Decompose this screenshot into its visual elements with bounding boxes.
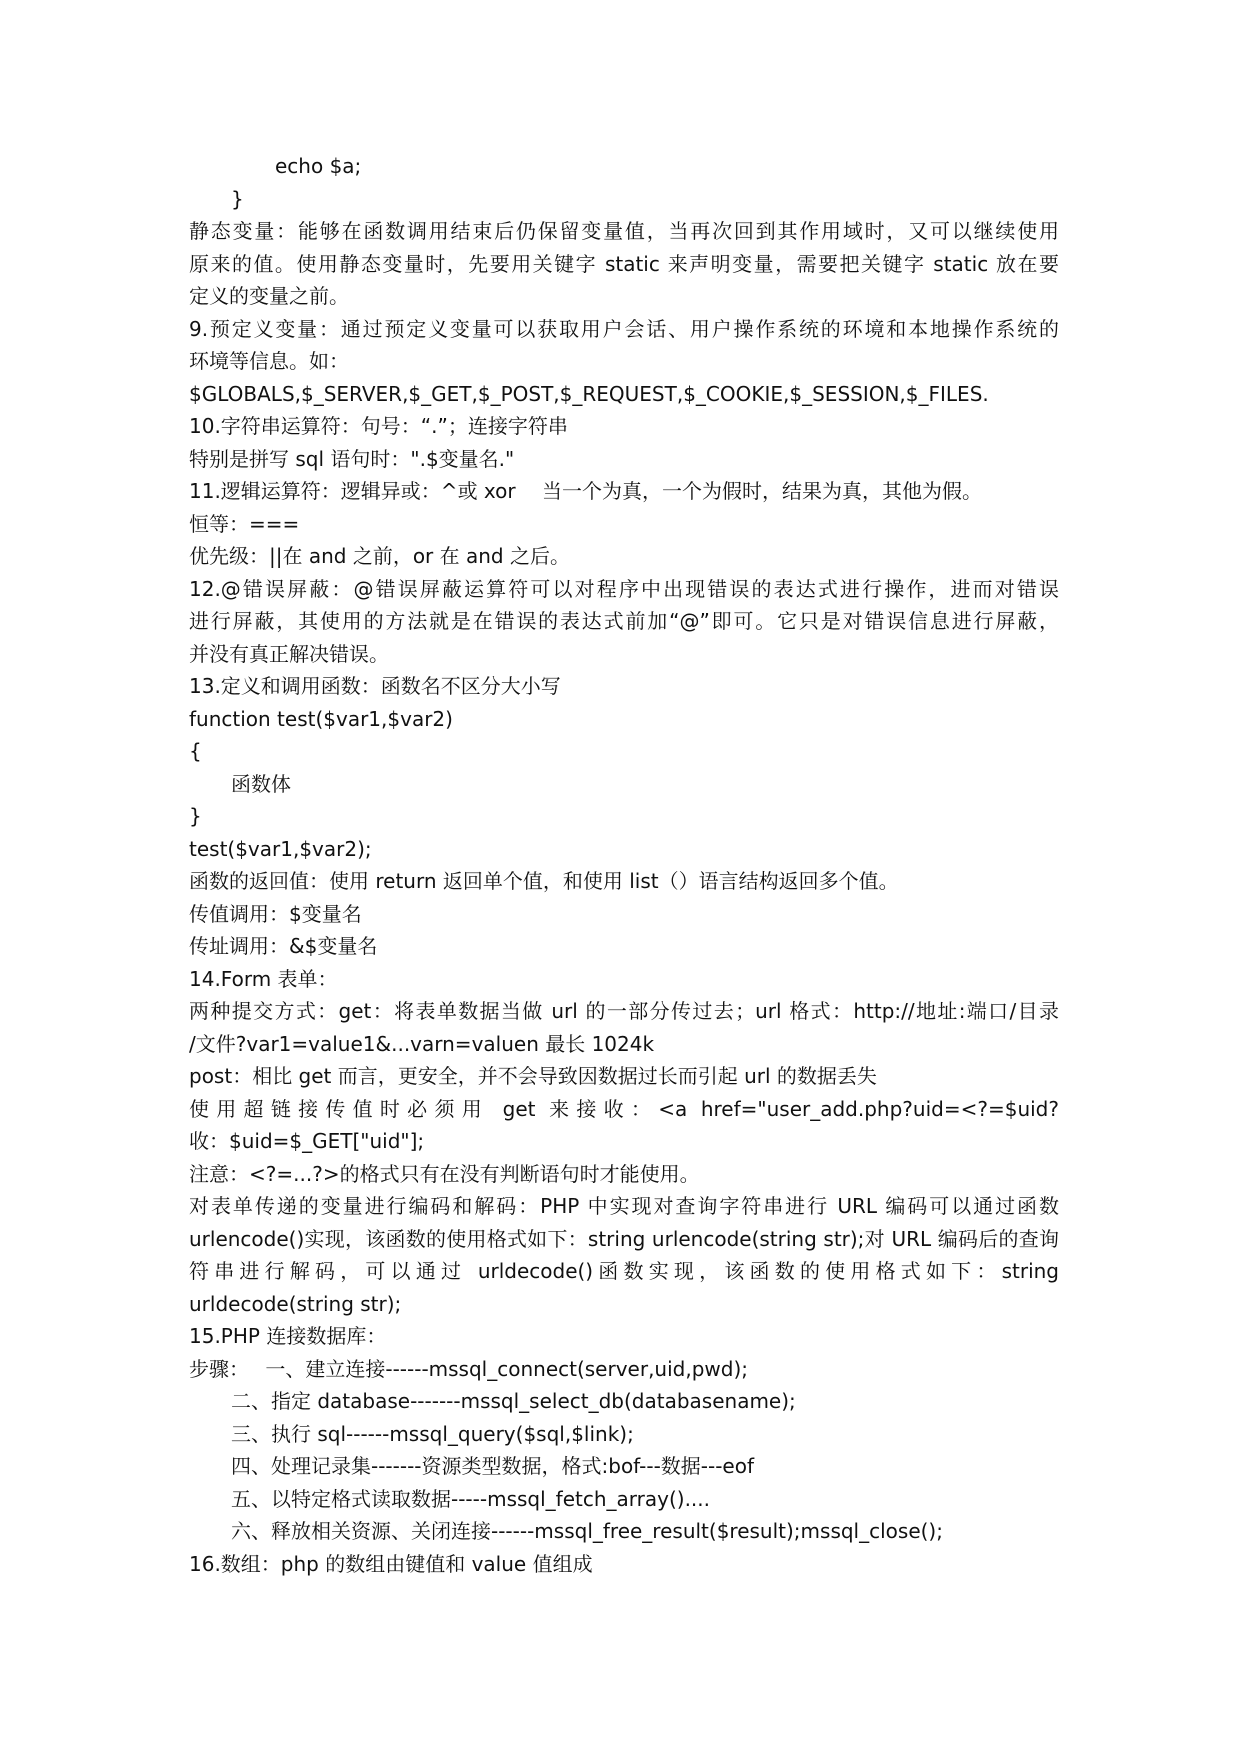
paragraph-line: 收：$uid=$_GET["uid"];	[189, 1129, 425, 1153]
step-line: 三、执行 sql------mssql_query($sql,$link);	[231, 1421, 634, 1446]
paragraph-line: 优先级：||在 and 之前，or 在 and 之后。	[189, 544, 570, 568]
section-heading-line: 14.Form 表单：	[189, 966, 338, 991]
code-line: }	[231, 186, 244, 211]
code-line: }	[189, 804, 202, 828]
step-line: 六、释放相关资源、关闭连接------mssql_free_result($result);mssql_close();	[231, 1519, 943, 1543]
section-heading-line: 12.@错误屏蔽：@错误屏蔽运算符可以对程序中出现错误的表达式进行操作，进而对错误	[189, 576, 1059, 601]
paragraph-line: 两种提交方式：get：将表单数据当做 url 的一部分传过去；url 格式：http://地址:端口/目录	[189, 999, 1059, 1023]
section-heading-line: 11.逻辑运算符：逻辑异或：^或 xor 当一个为真，一个为假时，结果为真，其他为假。	[189, 479, 982, 503]
step-line: 四、处理记录集-------资源类型数据，格式:bof---数据---eof	[231, 1454, 755, 1478]
paragraph-line: 对表单传递的变量进行编码和解码：PHP 中实现对查询字符串进行 URL 编码可以通过函数	[189, 1194, 1059, 1218]
step-line: 步骤： 一、建立连接------mssql_connect(server,uid,pwd);	[189, 1356, 749, 1381]
section-heading-line: 15.PHP 连接数据库：	[189, 1324, 387, 1348]
section-heading-line: 9.预定义变量：通过预定义变量可以获取用户会话、用户操作系统的环境和本地操作系统的	[189, 316, 1059, 341]
paragraph-line: urldecode(string str);	[189, 1291, 402, 1316]
paragraph-line: 静态变量：能够在函数调用结束后仍保留变量值，当再次回到其作用域时，又可以继续使用	[189, 219, 1059, 243]
step-line: 二、指定 database-------mssql_select_db(databasename);	[231, 1389, 796, 1413]
paragraph-line: 函数的返回值：使用 return 返回单个值，和使用 list（）语言结构返回多个值。	[189, 869, 899, 893]
section-heading-line: 10.字符串运算符：句号：“.”；连接字符串	[189, 414, 568, 438]
paragraph-line: 恒等：===	[189, 511, 300, 536]
step-line: 五、以特定格式读取数据-----mssql_fetch_array()....	[231, 1486, 710, 1511]
section-heading-line: 16.数组：php 的数组由键值和 value 值组成	[189, 1551, 593, 1576]
code-line: echo $a;	[275, 154, 362, 178]
code-line: 函数体	[231, 771, 291, 796]
paragraph-line: 传值调用：$变量名	[189, 901, 362, 926]
paragraph-line: 特别是拼写 sql 语句时：".$变量名."	[189, 446, 515, 471]
paragraph-line: 使用超链接传值时必须用 get 来接收：<a href="user_add.php?uid=<?=$uid?	[189, 1096, 1059, 1121]
paragraph-line: 传址调用：&$变量名	[189, 934, 378, 958]
section-heading-line: 13.定义和调用函数：函数名不区分大小写	[189, 674, 561, 698]
paragraph-line: 定义的变量之前。	[189, 284, 349, 308]
paragraph-line: 注意：<?=...?>的格式只有在没有判断语句时才能使用。	[189, 1161, 700, 1186]
code-line: {	[189, 739, 202, 763]
paragraph-line: $GLOBALS,$_SERVER,$_GET,$_POST,$_REQUEST,$_COOKIE,$_SESSION,$_FILES.	[189, 381, 989, 406]
paragraph-line: 环境等信息。如：	[189, 349, 349, 373]
paragraph-line: urlencode()实现，该函数的使用格式如下：string urlencode(string str);对 URL 编码后的查询	[189, 1226, 1059, 1251]
code-line: test($var1,$var2);	[189, 836, 372, 861]
paragraph-line: 并没有真正解决错误。	[189, 641, 389, 666]
code-line: function test($var1,$var2)	[189, 706, 453, 731]
paragraph-line: 原来的值。使用静态变量时，先要用关键字 static 来声明变量，需要把关键字 static 放在要	[189, 251, 1059, 276]
document-page	[189, 150, 1059, 1580]
paragraph-line: 进行屏蔽，其使用的方法就是在错误的表达式前加“@”即可。它只是对错误信息进行屏蔽，	[189, 609, 1059, 633]
paragraph-line: post：相比 get 而言，更安全，并不会导致因数据过长而引起 url 的数据丢失	[189, 1064, 877, 1088]
paragraph-line: /文件?var1=value1&...varn=valuen 最长 1024k	[189, 1031, 655, 1056]
paragraph-line: 符串进行解码，可以通过 urldecode()函数实现，该函数的使用格式如下：string	[189, 1259, 1059, 1283]
